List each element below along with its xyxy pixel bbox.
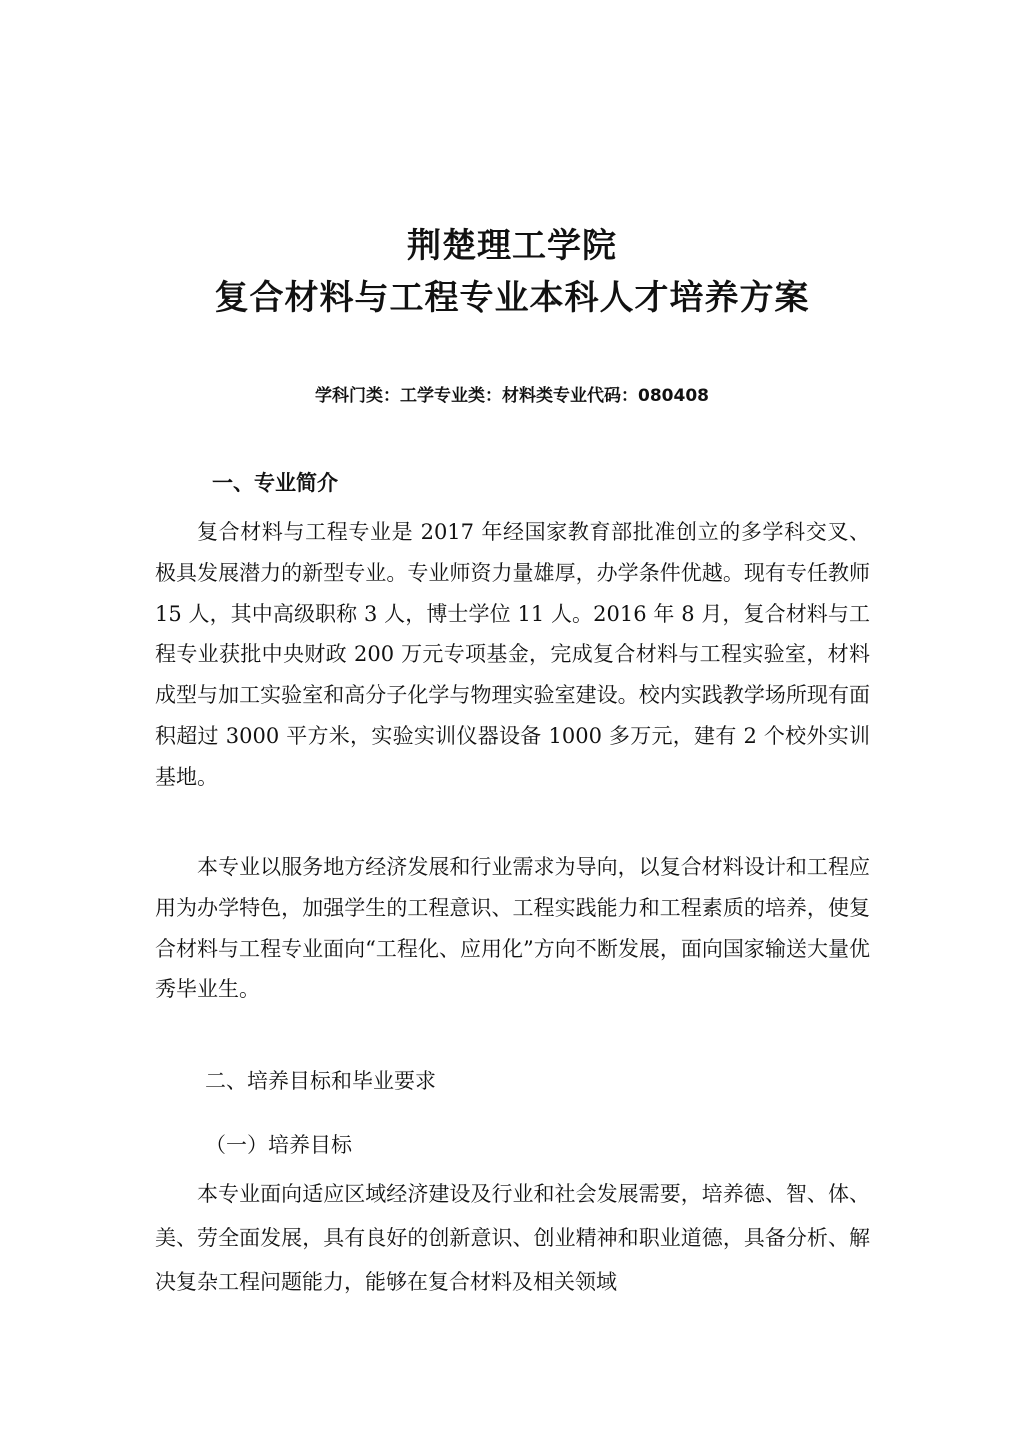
document-title-program: 复合材料与工程专业本科人才培养方案 <box>214 278 810 318</box>
subsection-heading-training-goals: （一）培养目标 <box>205 1133 352 1157</box>
paragraph-introduction-2: 本专业以服务地方经济发展和行业需求为导向，以复合材料设计和工程应用为办学特色，加强学生的工程意识、工程实践能力和工程素质的培养，使复合材料与工程专业面向“工程化、应用化”方向不断发展，面向国家输送大量优秀毕业生。 <box>155 855 870 1002</box>
section-heading-introduction: 一、专业简介 <box>212 471 338 495</box>
discipline-meta-line: 学科门类：工学专业类：材料类专业代码：080408 <box>315 386 709 406</box>
document-title-institution: 荆楚理工学院 <box>407 226 617 266</box>
paragraph-training-goals: 本专业面向适应区域经济建设及行业和社会发展需要，培养德、智、体、美、劳全面发展，具有良好的创新意识、创业精神和职业道德，具备分析、解决复杂工程问题能力，能够在复合材料及相关领域 <box>155 1182 870 1294</box>
paragraph-introduction-1: 复合材料与工程专业是 2017 年经国家教育部批准创立的多学科交叉、极具发展潜力的新型专业。专业师资力量雄厚，办学条件优越。现有专任教师 15 人，其中高级职称 3 人，博士学位 11 人。2016 年 8 月，复合材料与工程专业获批中央财政 200 万元专项基金，完成复合材料与工程实验室，材料成型与加工实验室和高分子化学与物理实验室建设。校内实践教学场所现有面积超过 3000 平方米，实验实训仪器设备 1000 多万元，建有 2 个校外实训基地。 <box>155 520 871 789</box>
section-heading-objectives: 二、培养目标和毕业要求 <box>205 1069 436 1093</box>
